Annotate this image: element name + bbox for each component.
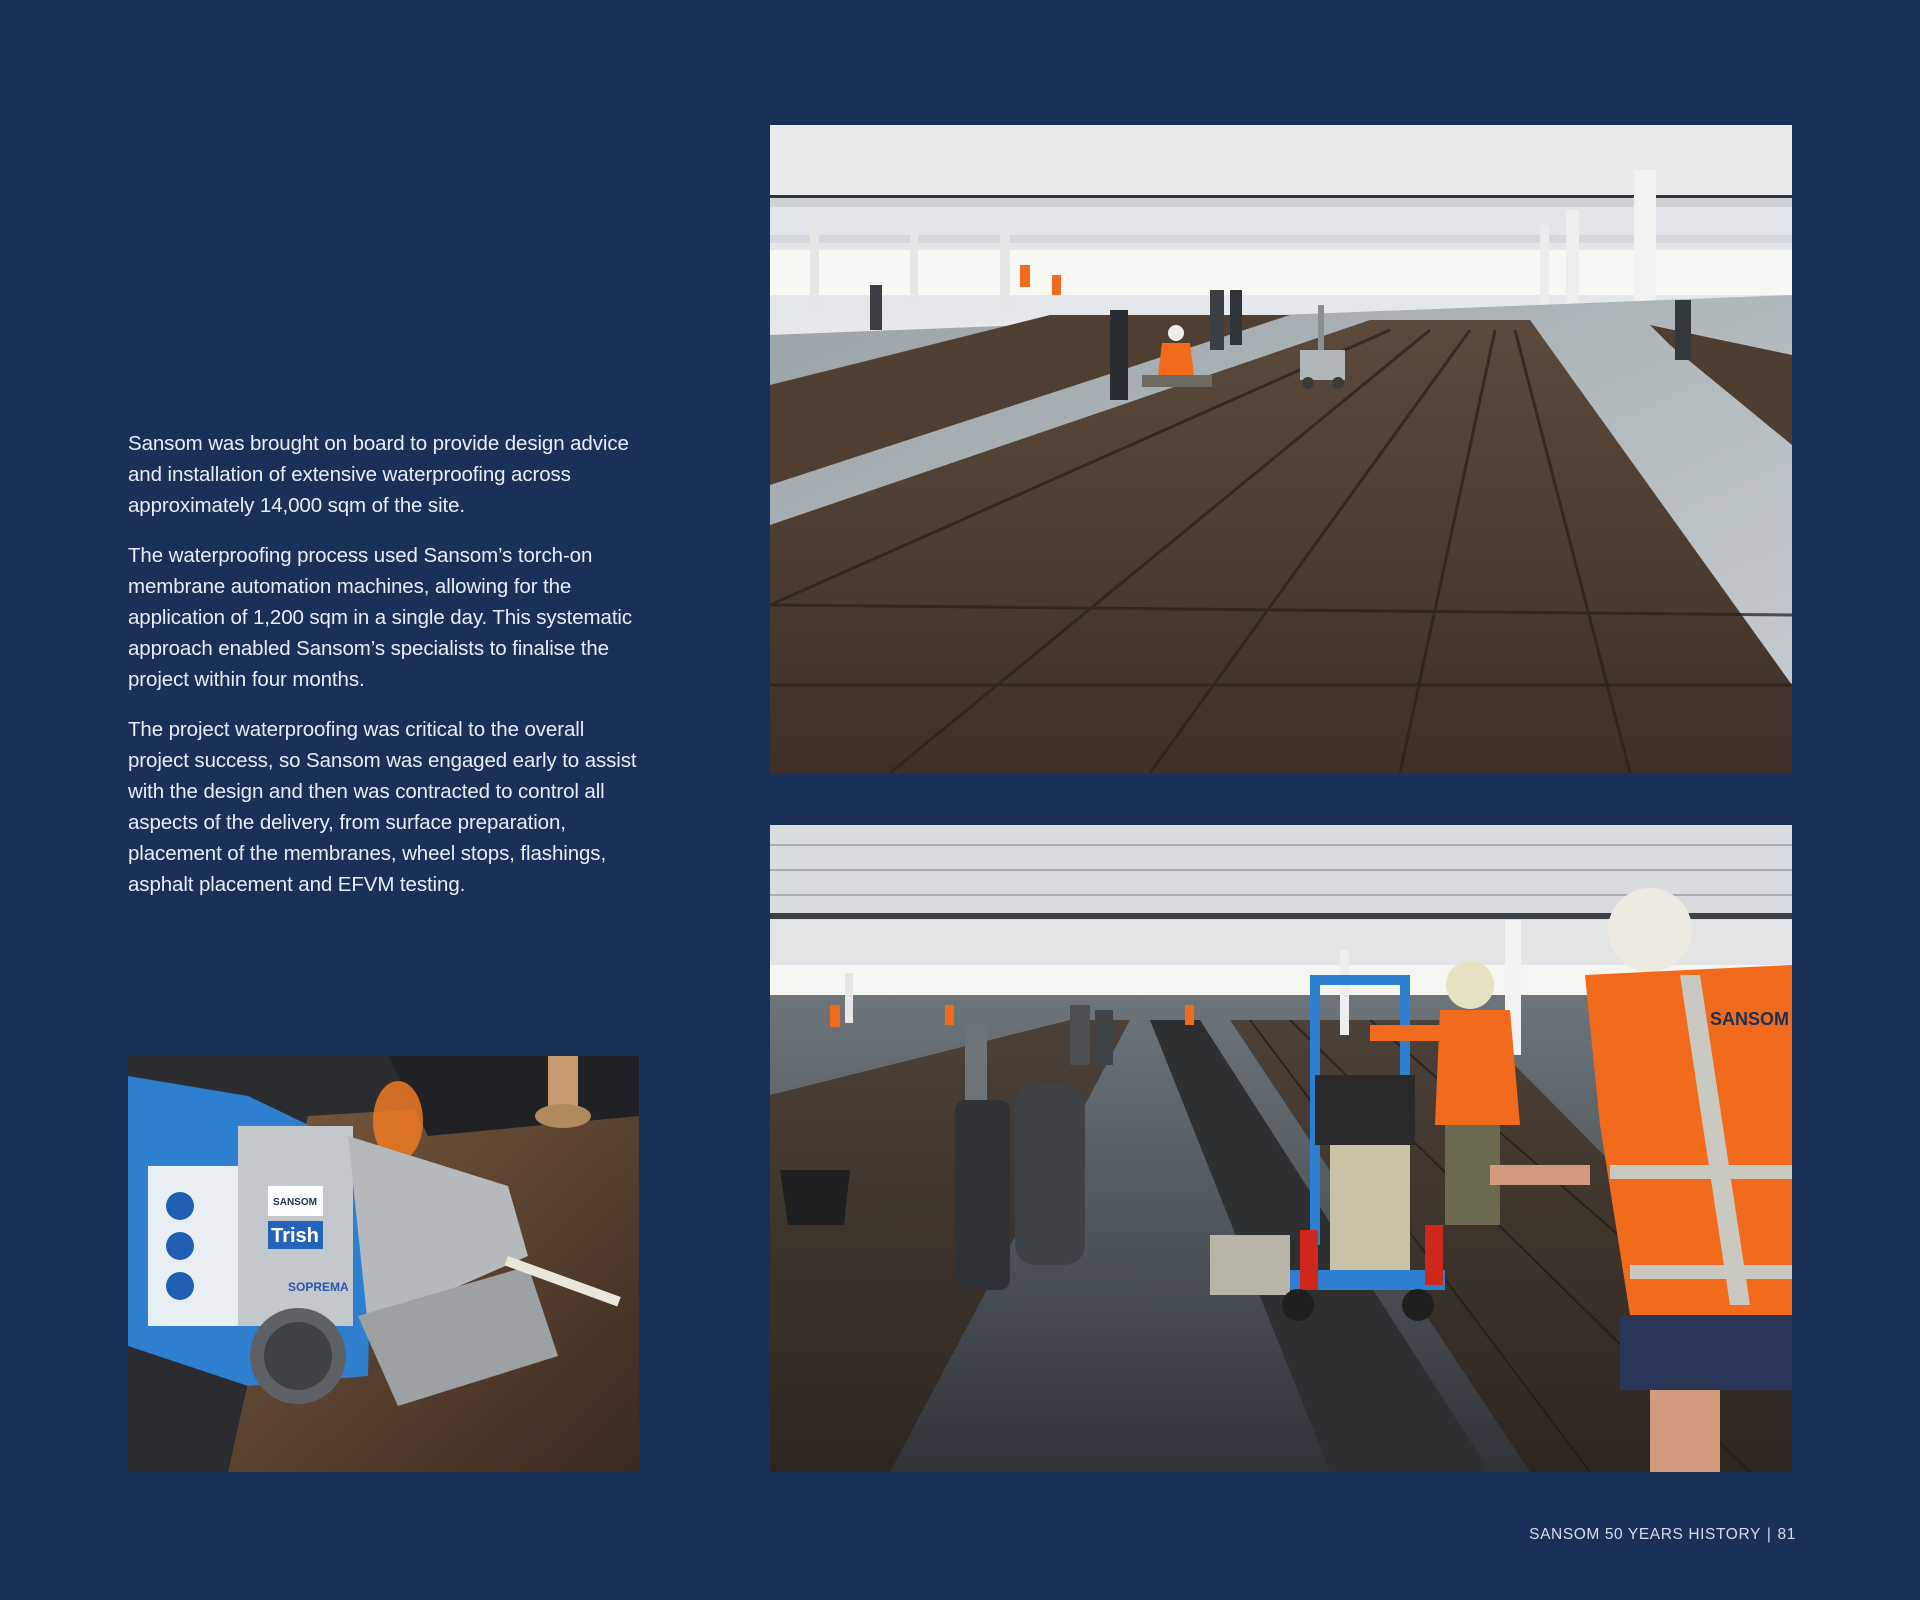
paragraph-2: The waterproofing process used Sansom’s torch-on membrane automation machines, allowing for the application of 1,200 sqm in a single day. This systematic approach enabled Sansom’s specialists to finalise the project within four months. [128,544,633,691]
article-body [128,428,648,919]
page-footer [1529,1526,1796,1544]
paragraph-1: Sansom was brought on board to provide design advice and installation of extensive waterproofing across approximately 14,000 sqm of the site. [128,432,629,517]
machine-name-text: Trish [271,1225,319,1247]
vest-logo-text: SANSOM [1710,1009,1790,1029]
footer-separator: | [1766,1526,1772,1543]
page-number: 81 [1777,1526,1796,1543]
photo-membrane-machine-operation [770,825,1792,1472]
photo-torch-machine-closeup [128,1056,639,1472]
machine-brand-text: SANSOM [273,1197,317,1208]
paragraph-3: The project waterproofing was critical to the overall project success, so Sansom was engaged early to assist with the design and then was contracted to control all aspects of the delivery, from surface preparation, placement of the membranes, wheel stops, flashings, asphalt placement and EFVM testing. [128,718,637,896]
machine-maker-text: SOPREMA [288,1280,349,1294]
photo-membrane-installation-wide [770,125,1792,773]
footer-title: SANSOM 50 YEARS HISTORY [1529,1526,1761,1543]
